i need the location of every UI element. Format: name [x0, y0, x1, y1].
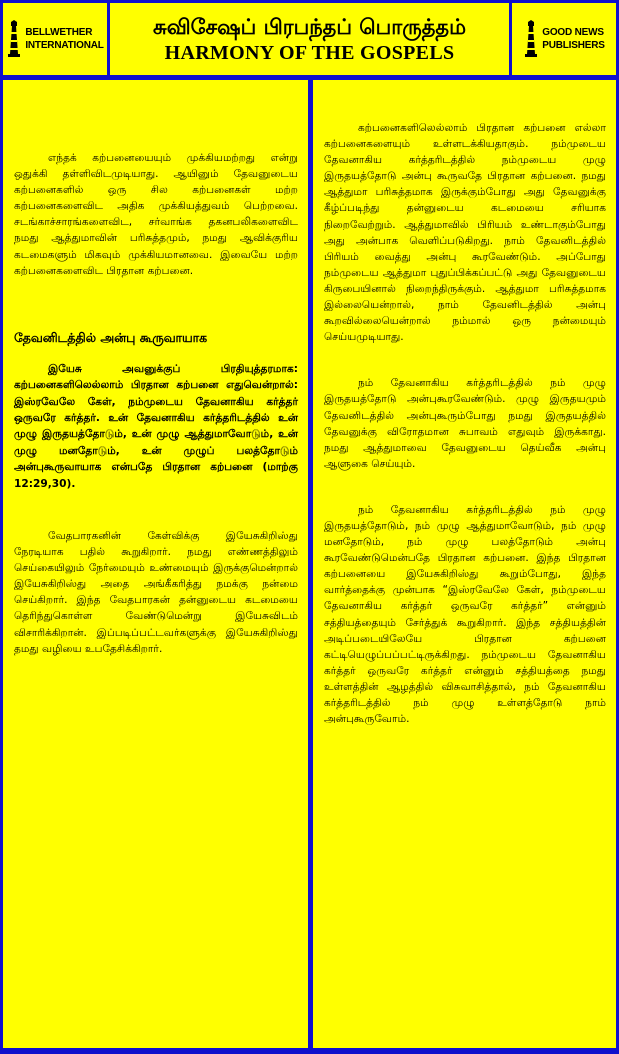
bellwether-logo-box	[3, 3, 107, 75]
page-title-english: HARMONY OF THE GOSPELS	[164, 42, 455, 64]
right-paragraph-3: நம் தேவனாகிய கர்த்தரிடத்தில் நம் முழு இருதயத்தோடும், நம் முழு ஆத்துமாவோடும், நம் முழு மனதோடும், நம் முழு பலத்தோடும் அன்பு கூரவேண்டுமென்பதே பிரதான கற்பனை. இந்த பிரதான கற்பனையை இயேசுகிறிஸ்து கூறும்போது, இந்த வார்த்தைக்கு முன்பாக “இஸ்ரவேலே கேள், நம்முடைய தேவனாகிய கர்த்தர் ஒருவரே கர்த்தர்” என்னும் சத்தியத்தையும் சேர்த்துக் கூறுகிறார். இந்த சத்தியத்தின் அடிப்படையிலேயே பிரதான கற்பனை கட்டியெழுப்பப்பட்டிருக்கிறது. நம்முடைய தேவனாகிய கர்த்தர் ஒருவரே கர்த்தர் என்னும் சத்தியத்தை நமது உள்ளத்தின் ஆழத்தில் விசுவாசித்தால், நம் தேவனாகிய கர்த்தரிடத்தில் நம் முழு உள்ளத்தோடு நாம் அன்புகூருவோம்.	[324, 503, 606, 726]
right-paragraph-1: கற்பனைகளிலெல்லாம் பிரதான கற்பனை எல்லா கற்பனைகளையும் உள்ளடக்கியதாகும். நம்முடைய தேவனாகிய கர்த்தரிடத்தில் நம்முடைய முழு இருதயத்தோடு அன்பு கூருவதே பிரதான கற்பனை. நமது ஆத்துமா பரிசுத்தமாக இருக்கும்போது அது தேவனுக்கு கீழ்ப்படிந்து தன்னுடைய கடமையை சரியாக நிறைவேற்றும். ஆத்துமாவில் பிரியம் உண்டாகும்போது அது அன்பாக வெளிப்படுகிறது. நாம் தேவனிடத்தில் பிரியம் வைத்து அன்பு கூரவேண்டும். அப்போது நம்முடைய ஆத்துமா புதுப்பிக்கப்பட்டு அது தேவனுடைய கிருபையினால் நிறைந்திருக்கும். ஆத்துமா பரிசுத்தமாக இல்லையென்றால், நாம் தேவனிடத்தில் அன்பு கூறவில்லையென்றால் நம்மால் ஒரு நன்மையும் செய்யமுடியாது.	[324, 122, 606, 344]
section-heading: தேவனிடத்தில் அன்பு கூருவாயாக	[14, 330, 208, 345]
good-news-logo-line1: GOOD NEWS	[542, 27, 604, 38]
right-paragraph-2: நம் தேவனாகிய கர்த்தரிடத்தில் நம் முழு இருதயத்தோடு அன்புகூரவேண்டும். முழு இருதயமும் தேவனிடத்தில் அன்புகூரும்போது நமது இருதயத்தில் தேவனுக்கு விரோதமான சுபாவம் எதுவும் இருக்காது. நமது ஆத்துமாவை தேவனுடைய தெய்வீக அன்பு ஆளுகை செய்யும்.	[324, 377, 606, 470]
left-column	[3, 80, 308, 1048]
left-paragraph-2-verse: இயேசு அவனுக்குப் பிரதியுத்தரமாக: கற்பனைகளிலெல்லாம் பிரதான கற்பனை எதுவென்றால்: இஸ்ரவேலே கேள், நம்முடைய தேவனாகிய கர்த்தர் ஒருவரே கர்த்தர். உன் தேவனாகிய கர்த்தரிடத்தில் உன் முழு இருதயத்தோடும், உன் முழு ஆத்துமாவோடும், உன் முழு மனதோடும், உன் முழுப் பலத்தோடும் அன்புகூருவாயாக என்பதே பிரதான கற்பனை (மாற்கு 12:29,30).	[14, 362, 298, 490]
left-paragraph-3: வேதபாரகனின் கேள்விக்கு இயேசுகிறிஸ்து நேரடியாக பதில் கூறுகிறார். நமது எண்ணத்திலும் செய்கையிலும் நேர்மையும் உண்மையும் இருக்குமென்றால் இயேசுகிறிஸ்து அதை அங்கீகரித்து நமக்கு நன்மை செய்கிறார். இந்த வேதபாரகன் தன்னுடைய கடமையை தெரிந்துகொள்ள வேண்டுமென்று இயேசுவிடம் விசாரிக்கிறான். இப்படிப்பட்டவர்களுக்கு இயேசுகிறிஸ்து தமது வழியை உபதேசிக்கிறார்.	[14, 530, 298, 655]
bellwether-logo-line2: INTERNATIONAL	[25, 40, 104, 51]
page-title-tamil: சுவிசேஷப் பிரபந்தப் பொருத்தம்	[153, 15, 466, 39]
page-header	[3, 3, 616, 75]
bellwether-logo-line1: BELLWETHER	[25, 27, 93, 38]
lighthouse-icon	[6, 20, 22, 58]
good-news-logo	[523, 20, 604, 58]
good-news-logo-box	[512, 3, 616, 75]
left-paragraph-1: எந்தக் கற்பனையையும் முக்கியமற்றது என்று ஒதுக்கி தள்ளிவிடமுடியாது. ஆயினும் தேவனுடைய கற்பனைகளில் ஒரு சில கற்பனைகள் மற்ற கற்பனைகளைவிட அதிக முக்கியத்துவம் பெற்றவை. சடங்காச்சாரங்களைவிட, சர்வாங்க தகனபலிகளைவிட நமது ஆத்துமாவின் பரிசுத்தமும், நமது ஆவிக்குரிய கடமைகளும் மிகவும் முக்கியமானவை. இவையே மற்ற கற்பனைகளைவிட பிரதான கற்பனை.	[14, 152, 298, 277]
title-box	[110, 3, 509, 75]
bellwether-logo	[6, 20, 103, 58]
good-news-logo-line2: PUBLISHERS	[542, 40, 605, 51]
right-column	[313, 80, 616, 1048]
lighthouse-icon	[523, 20, 539, 58]
